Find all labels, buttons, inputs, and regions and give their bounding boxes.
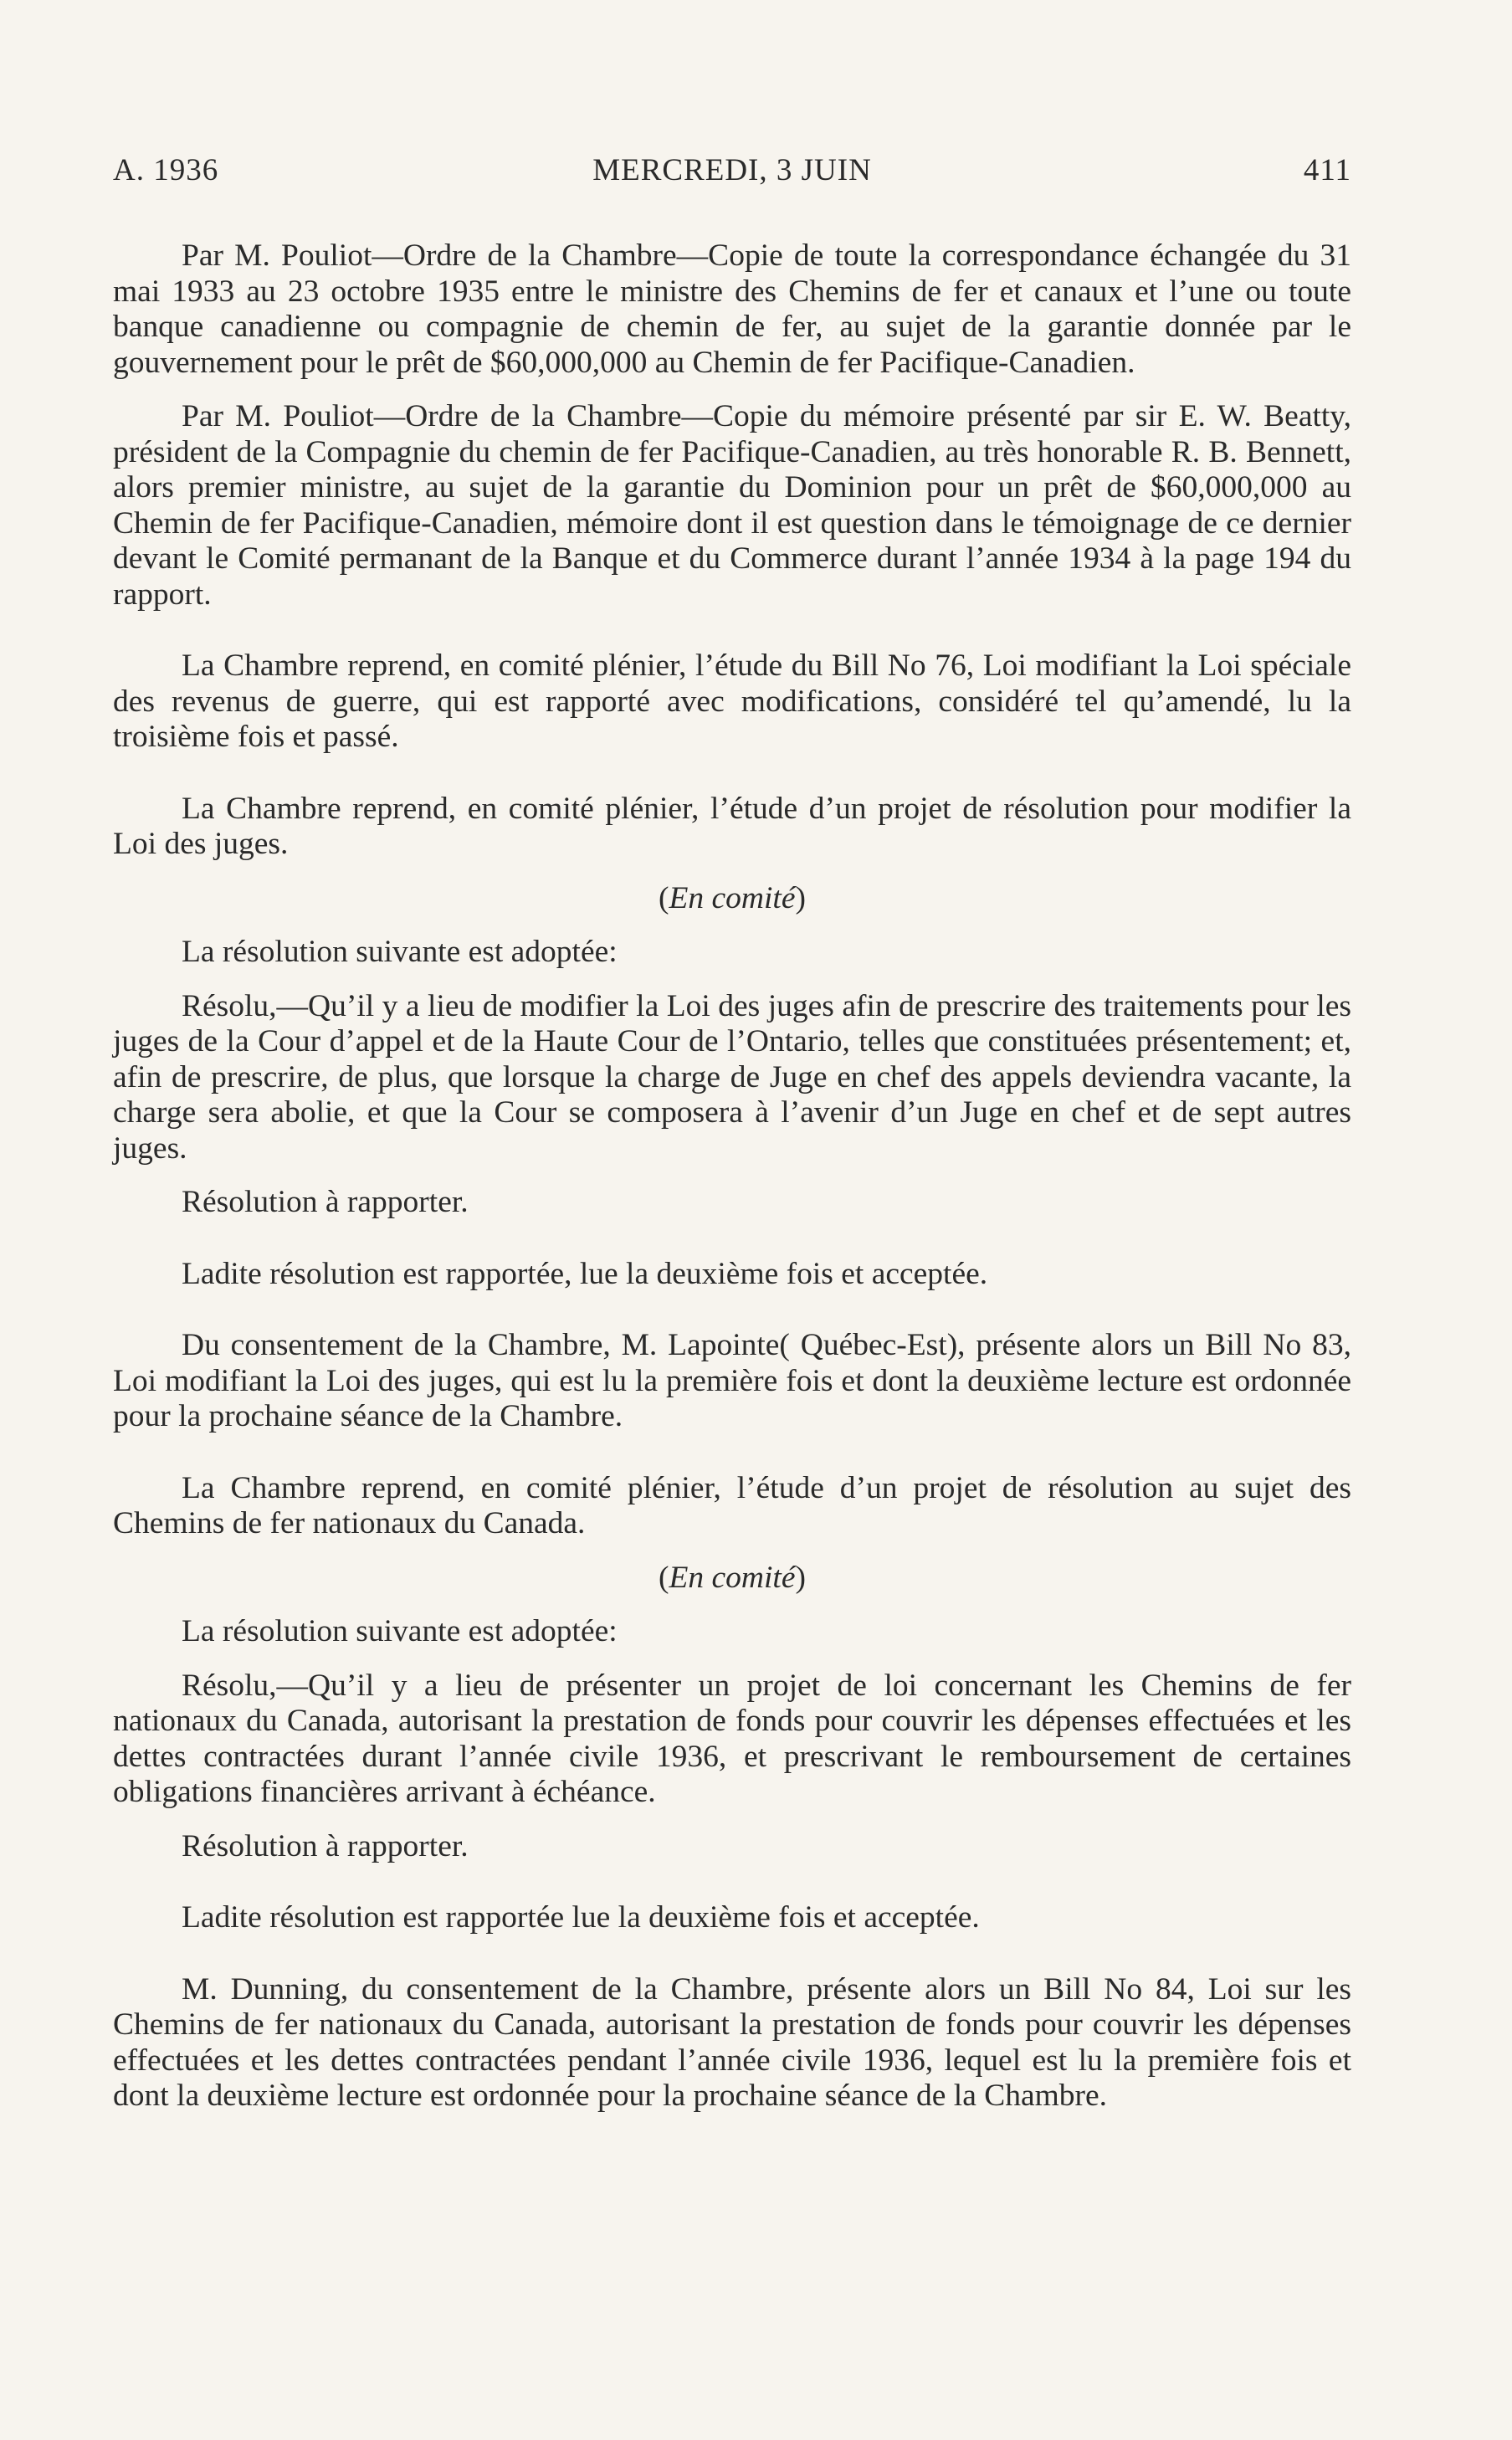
- paragraph-a-rapporter-1: Résolution à rapporter.: [182, 1185, 469, 1219]
- paragraph-adoptee-1: La résolution suivante est adoptée:: [182, 935, 618, 969]
- en-comite-text-1: En comité: [669, 880, 796, 915]
- en-comite-text-2: En comité: [669, 1560, 796, 1595]
- header-year: A. 1936: [113, 153, 219, 187]
- paragraph-bill-83: Du consentement de la Chambre, M. Lapointe( Québec-Est), présente alors un Bill No 83, Loi modifiant la Loi des juges, qui est lu la première fois et dont la deuxième lecture est ordonnée pour la prochaine séance de la Chambre.: [113, 1328, 1351, 1433]
- paragraph-order-memoire: Par M. Pouliot—Ordre de la Chambre—Copie du mémoire présenté par sir E. W. Beatty, président de la Compagnie du chemin de fer Pacifique-Canadien, au très honorable R. B. Bennett, alors premier ministre, au sujet de la garantie du Dominion pour un prêt de $60,000,000 au Chemin de fer Pacifique-Canadien, mémoire dont il est question dans le témoignage de ce dernier devant le Comité permanant de la Banque et du Commerce durant l’année 1934 à la page 194 du rapport.: [113, 399, 1351, 612]
- header-date: MERCREDI, 3 JUIN: [592, 153, 872, 187]
- paragraph-bill-76: La Chambre reprend, en comité plénier, l’étude du Bill No 76, Loi modifiant la Loi spéciale des revenus de guerre, qui est rapporté avec modifications, considéré tel qu’amendé, lu la troisième fois et passé.: [113, 648, 1351, 754]
- running-header: [113, 152, 1351, 194]
- paragraph-bill-84: M. Dunning, du consentement de la Chambre, présente alors un Bill No 84, Loi sur les Chemins de fer nationaux du Canada, autorisant la prestation de fonds pour couvrir les dépenses effectuées et les dettes contractées pendant l’année civile 1936, lequel est lu la première fois et dont la deuxième lecture est ordonnée pour la prochaine séance de la Chambre.: [113, 1971, 1351, 2113]
- en-comite-heading-2: (En comité): [659, 1560, 806, 1595]
- paragraph-adoptee-2: La résolution suivante est adoptée:: [182, 1614, 618, 1648]
- paragraph-acceptee-1: Ladite résolution est rapportée, lue la deuxième fois et acceptée.: [182, 1256, 988, 1291]
- paragraph-acceptee-2: Ladite résolution est rapportée lue la deuxième fois et acceptée.: [182, 1900, 980, 1935]
- paragraph-order-correspondence: Par M. Pouliot—Ordre de la Chambre—Copie de toute la correspondance échangée du 31 mai 1933 au 23 octobre 1935 entre le ministre des Chemins de fer et canaux et l’une ou toute banque canadienne ou compagnie de chemin de fer, au sujet de la garantie donnée par le gouvernement pour le prêt de $60,000,000 au Chemin de fer Pacifique-Canadien.: [113, 238, 1351, 380]
- paragraph-resolution-chemins: La Chambre reprend, en comité plénier, l’étude d’un projet de résolution au sujet des Chemins de fer nationaux du Canada.: [113, 1470, 1351, 1540]
- paragraph-resolu-juges: Résolu,—Qu’il y a lieu de modifier la Loi des juges afin de prescrire des traitements pour les juges de la Cour d’appel et de la Haute Cour de l’Ontario, telles que constituées présentement; et, afin de prescrire, de plus, que lorsque la charge de Juge en chef des appels deviendra vacante, la charge sera abolie, et que la Cour se composera à l’avenir d’un Juge en chef et de sept autres juges.: [113, 988, 1351, 1166]
- page-number: 411: [1303, 153, 1351, 187]
- paragraph-a-rapporter-2: Résolution à rapporter.: [182, 1828, 469, 1863]
- paragraph-resolu-chemins: Résolu,—Qu’il y a lieu de présenter un projet de loi concernant les Chemins de fer nationaux du Canada, autorisant la prestation de fonds pour couvrir les dépenses effectuées et les dettes contractées durant l’année civile 1936, et prescrivant le remboursement de certaines obligations financières arrivant à échéance.: [113, 1668, 1351, 1809]
- body-text: [113, 238, 1351, 2114]
- en-comite-heading-1: (En comité): [659, 880, 806, 915]
- paragraph-resolution-juges: La Chambre reprend, en comité plénier, l’étude d’un projet de résolution pour modifier la Loi des juges.: [113, 791, 1351, 861]
